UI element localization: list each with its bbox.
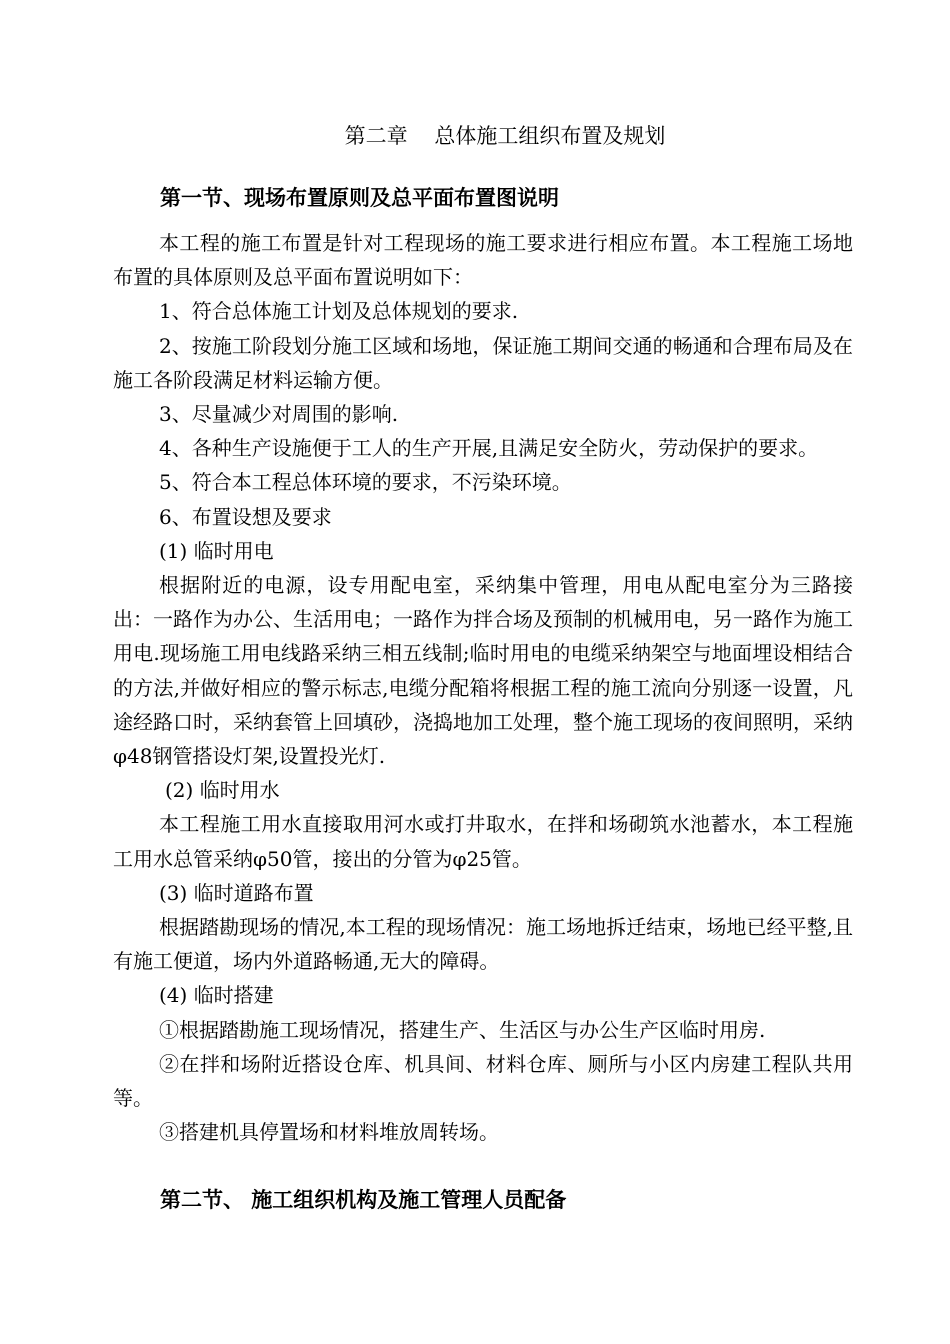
subheading-temporary-power: (1) 临时用电: [159, 538, 274, 563]
paragraph-principle-3: 3、尽量减少对周围的影响.: [159, 402, 399, 427]
paragraph-temporary-roads: 根据踏勘现场的情况,本工程的现场情况：施工场地拆迁结束，场地已经平整,且有施工便道，场内外道路畅通,无大的障碍。: [113, 915, 853, 974]
subheading-temporary-roads: (3) 临时道路布置: [159, 880, 314, 905]
chapter-title: 第二章 总体施工组织布置及规划: [344, 124, 666, 148]
paragraph-principle-2: 2、按施工阶段划分施工区域和场地，保证施工期间交通的畅通和合理布局及在施工各阶段满足材料运输方便。: [113, 333, 853, 392]
paragraph-temporary-power: 根据附近的电源，设专用配电室，采纳集中管理，用电从配电室分为三路接出：一路作为办公、生活用电；一路作为拌合场及预制的机械用电，另一路作为施工用电.现场施工用电线路采纳三相五线制;临时用电的电缆采纳架空与地面埋设相结合的方法,并做好相应的警示标志,电缆分配箱将根据工程的施工流向分别逐一设置，凡途经路口时，采纳套管上回填砂，浇捣地加工处理，整个施工现场的夜间照明，采纳φ48钢管搭设灯架,设置投光灯.: [113, 573, 853, 769]
paragraph-principle-6: 6、布置设想及要求: [159, 504, 332, 529]
paragraph-building-1: ①根据踏勘施工现场情况，搭建生产、生活区与办公生产区临时用房.: [159, 1017, 766, 1042]
section-1-body: [113, 226, 853, 1149]
paragraph-building-3: ③搭建机具停置场和材料堆放周转场。: [159, 1120, 499, 1145]
paragraph-intro: 本工程的施工布置是针对工程现场的施工要求进行相应布置。本工程施工场地布置的具体原则及总平面布置说明如下：: [113, 231, 853, 290]
paragraph-temporary-water: 本工程施工用水直接取用河水或打井取水，在拌和场砌筑水池蓄水，本工程施工用水总管采纳φ50管，接出的分管为φ25管。: [113, 812, 853, 871]
paragraph-principle-1: 1、符合总体施工计划及总体规划的要求.: [159, 299, 519, 324]
section-heading-1: 第一节、现场布置原则及总平面布置图说明: [160, 186, 559, 210]
section-heading-2: 第二节、 施工组织机构及施工管理人员配备: [160, 1188, 567, 1212]
subheading-temporary-water: (2) 临时用水: [165, 778, 280, 803]
subheading-temporary-buildings: (4) 临时搭建: [159, 983, 274, 1008]
paragraph-principle-5: 5、符合本工程总体环境的要求，不污染环境。: [159, 470, 572, 495]
paragraph-principle-4: 4、各种生产设施便于工人的生产开展,且满足安全防火，劳动保护的要求。: [159, 436, 819, 461]
paragraph-building-2: ②在拌和场附近搭设仓库、机具间、材料仓库、厕所与小区内房建工程队共用等。: [113, 1051, 853, 1111]
